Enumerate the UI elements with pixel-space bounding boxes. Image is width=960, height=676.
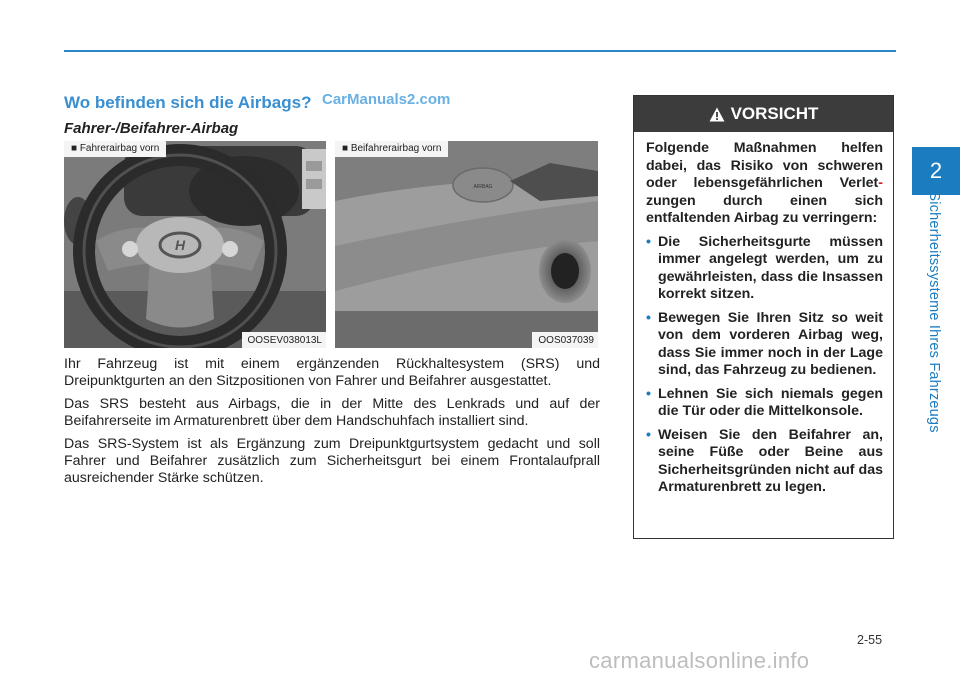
- list-item: [646, 234, 883, 304]
- caution-title: VORSICHT: [730, 104, 819, 123]
- paragraph: Ihr Fahrzeug ist mit einem ergänzenden Rückhaltesystem (SRS) und Dreipunktgurten an den Sitzpositionen von Fahrer und Beifahrer ausgestattet.: [64, 356, 600, 389]
- list-item-text: Lehnen Sie sich niemals gegen die Tür oder die Mittelkonsole.: [658, 385, 883, 419]
- body-text: [64, 356, 600, 493]
- list-item: [646, 386, 883, 421]
- list-item: [646, 310, 883, 380]
- caution-box: [633, 95, 894, 539]
- paragraph: Das SRS besteht aus Airbags, die in der Mitte des Lenkrads und auf der Beifahrerseite im Armaturenbrett über dem Handschuhfach installiert sind.: [64, 396, 600, 429]
- watermark-bottom: carmanualsonline.info: [589, 648, 810, 673]
- hyphen-mark: -: [878, 175, 883, 191]
- list-item-text: Die Sicherheitsgurte müssen immer angelegt werden, um zu gewährleisten, dass die Insassen korrekt sitzen.: [658, 233, 883, 302]
- steering-wheel-illustration: [64, 141, 326, 348]
- dashboard-illustration: [335, 141, 598, 348]
- sub-heading: Fahrer-/Beifahrer-Airbag: [64, 120, 239, 137]
- caution-header: [634, 96, 893, 132]
- driver-airbag-caption: ■ Fahrerairbag vorn: [64, 141, 166, 157]
- caution-intro-part: Folgende Maßnahmen helfen dabei, das Risiko von schweren oder lebensgefährlichen Verlet: [646, 140, 883, 191]
- list-item: [646, 427, 883, 497]
- chapter-number: 2: [929, 158, 943, 183]
- passenger-airbag-caption: ■ Beifahrerairbag vorn: [335, 141, 448, 157]
- warning-icon: [709, 107, 725, 122]
- list-item-text: Bewegen Sie Ihren Sitz so weit von dem vorderen Airbag weg, dass Sie immer noch in der Lage sind, das Fahrzeug zu bedienen.: [658, 309, 883, 378]
- page-number: 2-55: [857, 633, 883, 647]
- bullet-icon: •: [646, 309, 651, 326]
- driver-airbag-image: [64, 141, 326, 348]
- header-rule: [64, 50, 896, 52]
- caution-intro-part: zungen durch einen sich entfaltenden Airbag zu verringern:: [646, 192, 883, 226]
- airbag-label: AIRBAG: [473, 184, 493, 190]
- section-heading: Wo befinden sich die Airbags?: [64, 93, 312, 112]
- driver-image-code: OOSEV038013L: [242, 332, 327, 348]
- chapter-side-title: Sicherheitssysteme Ihres Fahrzeugs: [926, 191, 942, 433]
- passenger-image-code: OOS037039: [532, 332, 598, 348]
- paragraph: Das SRS-System ist als Ergänzung zum Dreipunktgurtsystem gedacht und soll Fahrer und Beifahrer zusätzlich zum Sicherheitsgurt bei einem Frontalaufprall ausreichender Stärke schützen.: [64, 436, 600, 486]
- caution-list: [646, 234, 883, 497]
- passenger-airbag-image: [335, 141, 598, 348]
- watermark-top: CarManuals2.com: [322, 91, 451, 108]
- bullet-icon: •: [646, 233, 651, 250]
- chapter-tab[interactable]: [912, 147, 960, 195]
- bullet-icon: •: [646, 385, 651, 402]
- caution-intro: [646, 140, 883, 228]
- svg-text:H: H: [174, 237, 186, 253]
- list-item-text: Weisen Sie den Beifahrer an, seine Füße oder Beine aus Sicherheitsgründen nicht auf das Armaturenbrett zu legen.: [658, 426, 883, 495]
- bullet-icon: •: [646, 426, 651, 443]
- caution-body: [634, 132, 893, 497]
